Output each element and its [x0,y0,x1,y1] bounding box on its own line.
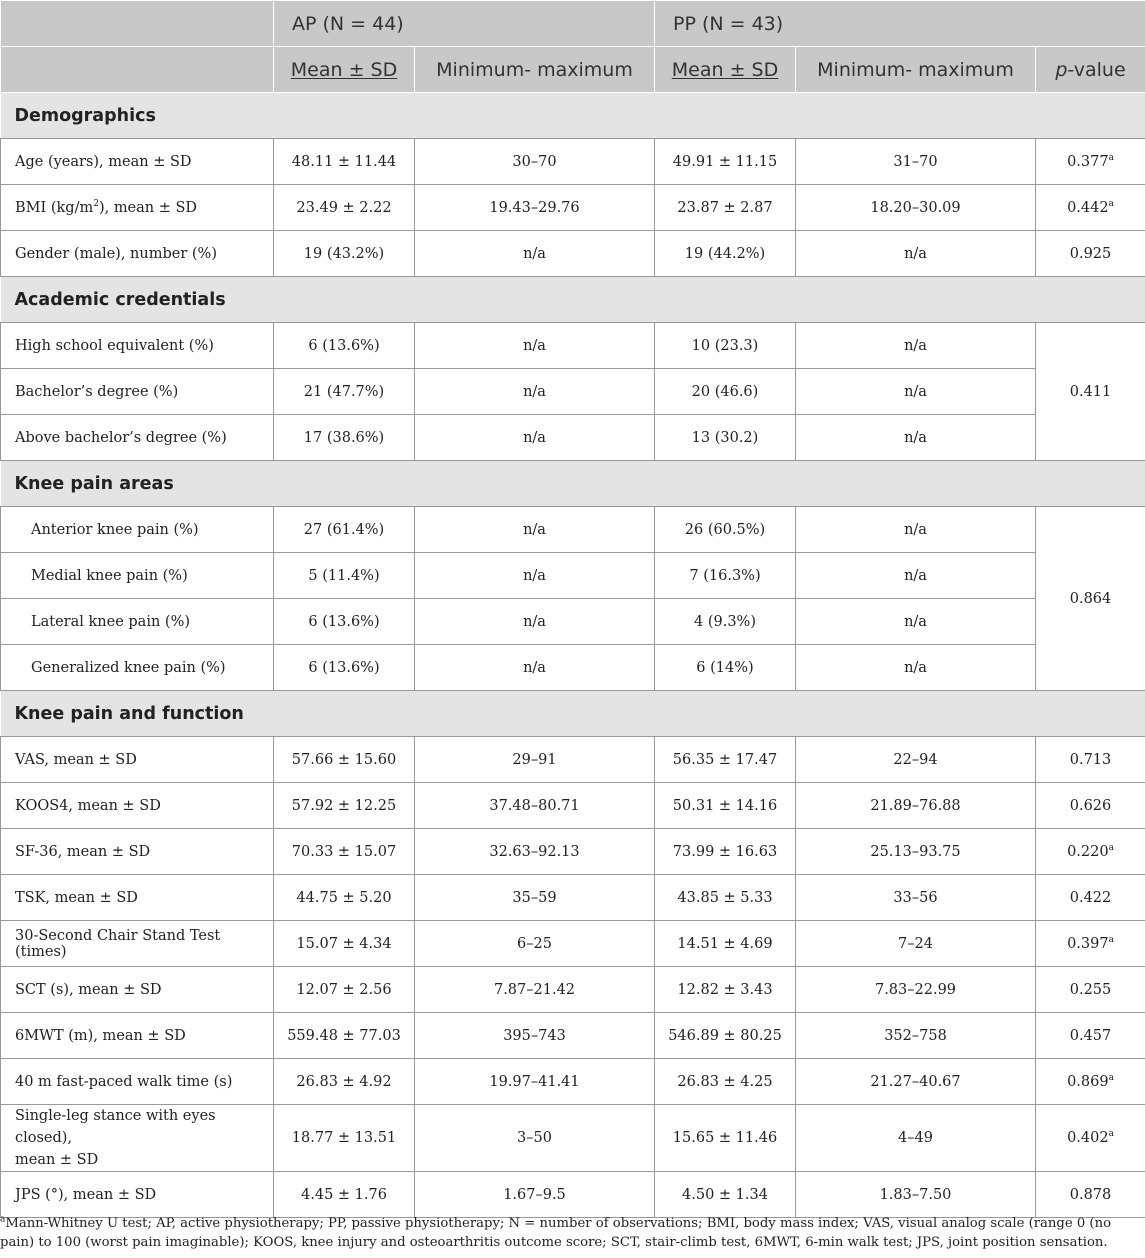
row-label: VAS, mean ± SD [1,737,274,783]
pp-mean-cell: 12.82 ± 3.43 [655,967,796,1013]
p-value-cell: 0.713 [1036,737,1145,783]
group-pp-header: PP (N = 43) [655,1,1145,47]
pp-range-cell: n/a [796,553,1036,599]
section-pain-function: Knee pain and function [1,691,1145,737]
table-row [1,967,1145,1013]
ap-range-cell: n/a [415,369,655,415]
table-row [1,139,1145,185]
ap-mean-cell: 18.77 ± 13.51 [274,1105,415,1172]
pp-mean-cell: 13 (30.2) [655,415,796,461]
pp-mean-cell: 56.35 ± 17.47 [655,737,796,783]
ap-range-cell: 30–70 [415,139,655,185]
ap-min-max-header: Minimum- maximum [415,47,655,93]
p-value-cell: 0.864 [1036,507,1145,691]
pp-range-cell: 4–49 [796,1105,1036,1172]
pp-range-cell: n/a [796,599,1036,645]
table-row [1,783,1145,829]
p-value-cell: 0.220$^a$ [1036,829,1145,875]
row-label: 30-Second Chair Stand Test (times) [1,921,274,967]
p-value-cell: 0.869$^a$ [1036,1059,1145,1105]
p-value-cell: 0.878 [1036,1172,1145,1218]
ap-range-cell: 6–25 [415,921,655,967]
header-blank [1,1,274,47]
p-value-cell: 0.457 [1036,1013,1145,1059]
pp-range-cell: n/a [796,507,1036,553]
pp-range-cell: 7.83–22.99 [796,967,1036,1013]
table-row [1,231,1145,277]
pp-mean-cell: 7 (16.3%) [655,553,796,599]
ap-mean-cell: 6 (13.6%) [274,645,415,691]
p-value-cell: 0.255 [1036,967,1145,1013]
ap-range-cell: n/a [415,599,655,645]
ap-range-cell: n/a [415,415,655,461]
row-label: Above bachelor’s degree (%) [1,415,274,461]
row-label: 6MWT (m), mean ± SD [1,1013,274,1059]
section-demographics: Demographics [1,93,1145,139]
group-header-row [1,1,1145,47]
ap-mean-cell: 559.48 ± 77.03 [274,1013,415,1059]
ap-range-cell: n/a [415,645,655,691]
pp-range-cell: 21.89–76.88 [796,783,1036,829]
table-row [1,645,1145,691]
pp-mean-cell: 23.87 ± 2.87 [655,185,796,231]
section-academic: Academic credentials [1,277,1145,323]
pp-range-cell: 31–70 [796,139,1036,185]
p-value-cell: 0.626 [1036,783,1145,829]
ap-range-cell: 395–743 [415,1013,655,1059]
pp-mean-cell: 26 (60.5%) [655,507,796,553]
pp-range-cell: 18.20–30.09 [796,185,1036,231]
table-row [1,875,1145,921]
pp-range-cell: 7–24 [796,921,1036,967]
ap-mean-cell: 57.92 ± 12.25 [274,783,415,829]
pp-mean-cell: 6 (14%) [655,645,796,691]
ap-mean-cell: 19 (43.2%) [274,231,415,277]
ap-range-cell: 19.43–29.76 [415,185,655,231]
table-row [1,599,1145,645]
ap-range-cell: 3–50 [415,1105,655,1172]
pp-range-cell: 22–94 [796,737,1036,783]
p-value-cell: 0.422 [1036,875,1145,921]
p-value-cell: 0.411 [1036,323,1145,461]
ap-range-cell: 1.67–9.5 [415,1172,655,1218]
ap-mean-cell: 4.45 ± 1.76 [274,1172,415,1218]
row-label: SF-36, mean ± SD [1,829,274,875]
p-value-cell: 0.397$^a$ [1036,921,1145,967]
pp-mean-cell: 4.50 ± 1.34 [655,1172,796,1218]
ap-mean-cell: 26.83 ± 4.92 [274,1059,415,1105]
pp-range-cell: n/a [796,645,1036,691]
ap-mean-cell: 6 (13.6%) [274,599,415,645]
p-value-header: p-value [1036,47,1145,93]
ap-range-cell: 29–91 [415,737,655,783]
table-row [1,921,1145,967]
pp-mean-cell: 43.85 ± 5.33 [655,875,796,921]
row-label: SCT (s), mean ± SD [1,967,274,1013]
p-value-cell: 0.442$^a$ [1036,185,1145,231]
p-value-cell: 0.925 [1036,231,1145,277]
row-label: KOOS4, mean ± SD [1,783,274,829]
pp-range-cell: n/a [796,323,1036,369]
pp-mean-cell: 26.83 ± 4.25 [655,1059,796,1105]
ap-range-cell: 35–59 [415,875,655,921]
ap-range-cell: n/a [415,323,655,369]
table-row [1,369,1145,415]
row-label: 40 m fast-paced walk time (s) [1,1059,274,1105]
column-header-row [1,47,1145,93]
pp-mean-cell: 19 (44.2%) [655,231,796,277]
group-ap-header: AP (N = 44) [274,1,655,47]
table-row [1,507,1145,553]
pp-range-cell: 25.13–93.75 [796,829,1036,875]
pp-mean-cell: 10 (23.3) [655,323,796,369]
table-row [1,737,1145,783]
ap-range-cell: 37.48–80.71 [415,783,655,829]
table-row [1,1013,1145,1059]
row-label: Single-leg stance with eyes closed), mean ± SD [1,1105,274,1172]
row-label: Medial knee pain (%) [1,553,274,599]
ap-mean-cell: 70.33 ± 15.07 [274,829,415,875]
row-label: TSK, mean ± SD [1,875,274,921]
ap-mean-cell: 21 (47.7%) [274,369,415,415]
table-row [1,1059,1145,1105]
row-label: Gender (male), number (%) [1,231,274,277]
table-row [1,1172,1145,1218]
pp-mean-cell: 20 (46.6) [655,369,796,415]
ap-mean-cell: 44.75 ± 5.20 [274,875,415,921]
ap-mean-cell: 12.07 ± 2.56 [274,967,415,1013]
row-label: High school equivalent (%) [1,323,274,369]
table-row [1,553,1145,599]
pp-mean-cell: 546.89 ± 80.25 [655,1013,796,1059]
row-label: BMI $(kg/m^2)$, mean ± SD [1,185,274,231]
ap-mean-cell: 48.11 ± 11.44 [274,139,415,185]
table-footnote [0,1214,1145,1252]
ap-range-cell: n/a [415,231,655,277]
ap-mean-cell: 5 (11.4%) [274,553,415,599]
pp-mean-cell: 50.31 ± 14.16 [655,783,796,829]
pp-range-cell: 21.27–40.67 [796,1059,1036,1105]
pp-range-cell: 1.83–7.50 [796,1172,1036,1218]
row-label: Anterior knee pain (%) [1,507,274,553]
section-pain-areas: Knee pain areas [1,461,1145,507]
pp-range-cell: n/a [796,415,1036,461]
ap-mean-sd-header: Mean ± SD [274,47,415,93]
table-row [1,1105,1145,1172]
pp-range-cell: 352–758 [796,1013,1036,1059]
table-row [1,829,1145,875]
ap-mean-cell: 6 (13.6%) [274,323,415,369]
header-blank-2 [1,47,274,93]
ap-mean-cell: 57.66 ± 15.60 [274,737,415,783]
pp-mean-cell: 15.65 ± 11.46 [655,1105,796,1172]
ap-range-cell: 7.87–21.42 [415,967,655,1013]
row-label: Lateral knee pain (%) [1,599,274,645]
table-row [1,323,1145,369]
row-label: Bachelor’s degree (%) [1,369,274,415]
pp-mean-cell: 4 (9.3%) [655,599,796,645]
pp-range-cell: 33–56 [796,875,1036,921]
footnote-text: Mann-Whitney U test; AP, active physiotherapy; PP, passive physiotherapy; N = number of observations; BMI, body mass index; VAS, visual analog scale (range 0 (no pain) to 100 (worst pain imaginable); KOOS, knee injury and osteoarthritis outcome score; SCT, stair-climb test, 6MWT, 6-min walk test; JPS, joint position sensation. [0,1216,1112,1250]
p-value-cell: 0.377$^a$ [1036,139,1145,185]
footnote-marker: a [0,1214,6,1225]
pp-mean-cell: 73.99 ± 16.63 [655,829,796,875]
p-value-cell: 0.402$^a$ [1036,1105,1145,1172]
pp-range-cell: n/a [796,231,1036,277]
ap-mean-cell: 17 (38.6%) [274,415,415,461]
pp-range-cell: n/a [796,369,1036,415]
ap-mean-cell: 27 (61.4%) [274,507,415,553]
row-label: Age (years), mean ± SD [1,139,274,185]
ap-mean-cell: 15.07 ± 4.34 [274,921,415,967]
pp-min-max-header: Minimum- maximum [796,47,1036,93]
ap-mean-cell: 23.49 ± 2.22 [274,185,415,231]
ap-range-cell: 32.63–92.13 [415,829,655,875]
table-row [1,415,1145,461]
ap-range-cell: n/a [415,507,655,553]
pp-mean-sd-header: Mean ± SD [655,47,796,93]
table-row [1,185,1145,231]
pp-mean-cell: 49.91 ± 11.15 [655,139,796,185]
pp-mean-cell: 14.51 ± 4.69 [655,921,796,967]
ap-range-cell: 19.97–41.41 [415,1059,655,1105]
row-label: Generalized knee pain (%) [1,645,274,691]
row-label: JPS (°), mean ± SD [1,1172,274,1218]
ap-range-cell: n/a [415,553,655,599]
